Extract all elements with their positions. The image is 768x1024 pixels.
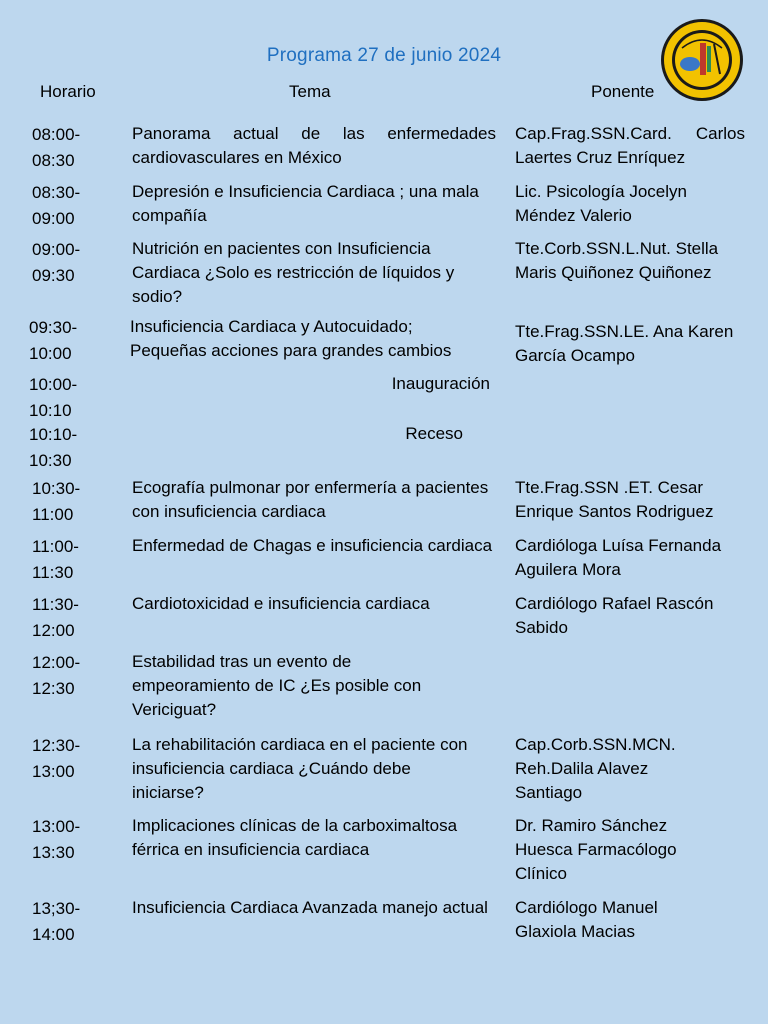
row-speaker: Cap.Frag.SSN.Card. Carlos Laertes Cruz Enríquez — [515, 124, 745, 167]
row-time: 13;30- 14:00 — [32, 899, 81, 944]
row-time: 08:30- 09:00 — [32, 183, 81, 228]
row-speaker: Tte.Frag.SSN .ET. Cesar Enrique Santos Rodriguez — [515, 478, 714, 521]
row-topic: Enfermedad de Chagas e insuficiencia cardiaca — [132, 536, 493, 555]
row-topic: Insuficiencia Cardiaca y Autocuidado; Pequeñas acciones para grandes cambios — [130, 317, 452, 360]
row-time: 08:00- 08:30 — [32, 125, 81, 170]
row-speaker: Tte.Corb.SSN.L.Nut. Stella Maris Quiñonez Quiñonez — [515, 239, 719, 282]
row-time: 11:00- 11:30 — [32, 537, 79, 582]
row-topic: Receso — [405, 424, 463, 443]
row-topic: Cardiotoxicidad e insuficiencia cardiaca — [132, 594, 430, 613]
row-topic: Ecografía pulmonar por enfermería a pacientes con insuficiencia cardiaca — [132, 478, 489, 521]
row-time: 10:00- 10:10 — [29, 375, 78, 420]
row-time: 12:30- 13:00 — [32, 736, 81, 781]
row-topic: Insuficiencia Cardiaca Avanzada manejo actual — [132, 898, 488, 917]
page-title: Programa 27 de junio 2024 — [266, 45, 502, 66]
row-time: 09:00- 09:30 — [32, 240, 81, 285]
row-time: 10:10- 10:30 — [29, 425, 78, 470]
row-speaker: Dr. Ramiro Sánchez Huesca Farmacólogo Clínico — [515, 816, 677, 883]
header-topic: Tema — [289, 82, 331, 101]
header-time: Horario — [40, 82, 96, 101]
row-speaker: Cap.Corb.SSN.MCN. Reh.Dalila Alavez Santiago — [515, 735, 676, 802]
row-topic: Inauguración — [391, 374, 490, 393]
institution-seal-logo — [660, 18, 744, 102]
row-topic: Estabilidad tras un evento de empeoramiento de IC ¿Es posible con Vericiguat? — [132, 652, 422, 719]
row-topic: Nutrición en pacientes con Insuficiencia Cardiaca ¿Solo es restricción de líquidos y sodio? — [132, 239, 455, 306]
row-time: 11:30- 12:00 — [32, 595, 79, 640]
row-time: 12:00- 12:30 — [32, 653, 81, 698]
row-speaker: Tte.Frag.SSN.LE. Ana Karen García Ocampo — [515, 322, 734, 365]
row-time: 09:30- 10:00 — [29, 318, 78, 363]
row-topic: La rehabilitación cardiaca en el paciente con insuficiencia cardiaca ¿Cuándo debe iniciarse? — [132, 735, 468, 802]
row-topic: Panorama actual de las enfermedades cardiovasculares en México — [132, 124, 496, 167]
row-speaker: Lic. Psicología Jocelyn Méndez Valerio — [515, 182, 687, 225]
row-topic: Depresión e Insuficiencia Cardiaca ; una mala compañía — [132, 182, 479, 225]
header-speaker: Ponente — [591, 82, 655, 101]
row-speaker: Cardiólogo Rafael Rascón Sabido — [515, 594, 714, 637]
row-time: 13:00- 13:30 — [32, 817, 81, 862]
row-speaker: Cardiólogo Manuel Glaxiola Macias — [515, 898, 658, 941]
row-speaker: Cardióloga Luísa Fernanda Aguilera Mora — [515, 536, 722, 579]
row-topic: Implicaciones clínicas de la carboximaltosa férrica en insuficiencia cardiaca — [132, 816, 458, 859]
row-time: 10:30- 11:00 — [32, 479, 81, 524]
